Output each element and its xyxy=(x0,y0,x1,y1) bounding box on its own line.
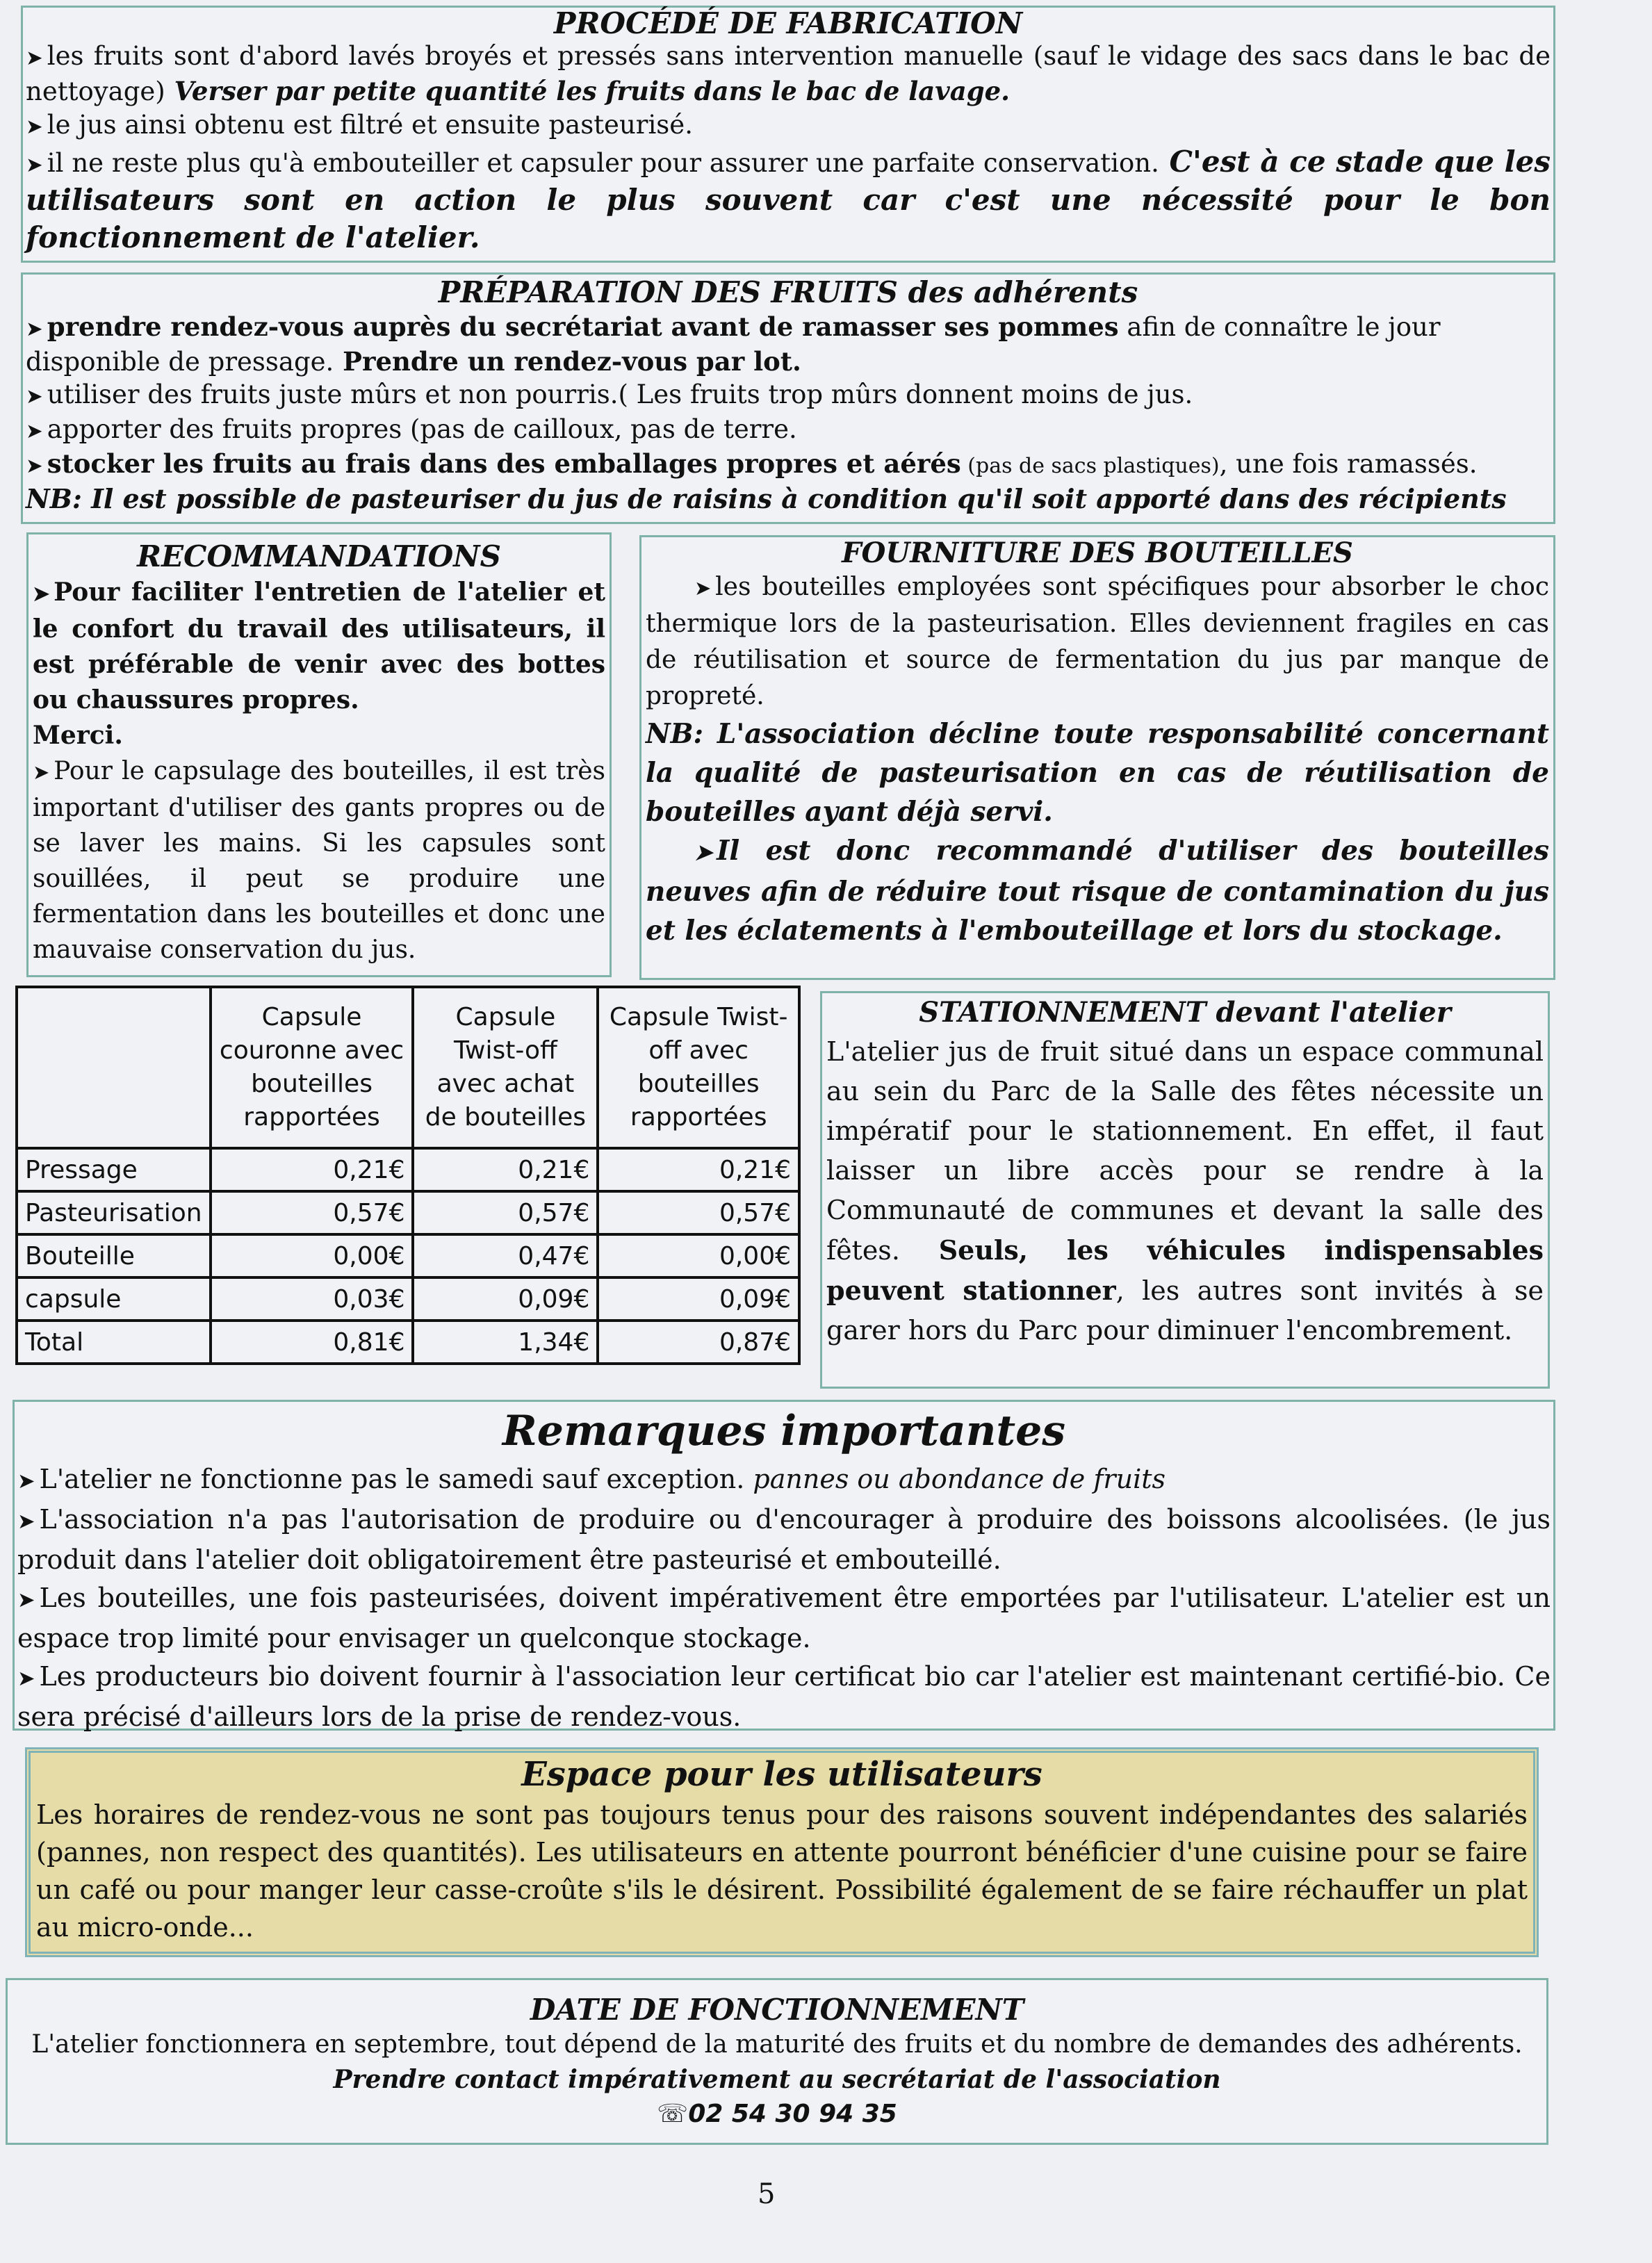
preparation-item-4-text: , une fois ramassés. xyxy=(1219,449,1478,479)
price-cell: 0,87€ xyxy=(598,1321,799,1364)
fourniture-title: FOURNITURE DES BOUTEILLES xyxy=(842,537,1353,569)
fabrication-item-1-text: les fruits sont d'abord lavés broyés et pressés sans intervention manuelle (sauf le vidage des sacs dans le bac de nettoyage) xyxy=(26,41,1551,106)
section-espace-utilisateurs xyxy=(25,1747,1539,1957)
remarques-item-3: ➤ Les bouteilles, une fois pasteurisées, doivent impérativement être emportées par l'utilisateur. L'atelier est un espace trop limité pour envisager un quelconque stockage. xyxy=(17,1579,1551,1658)
recommandations-item-1: ➤ Pour faciliter l'entretien de l'atelier et le confort du travail des utilisateurs, il est préférable de venir avec des bottes ou chaussures propres. xyxy=(33,575,605,718)
espace-title: Espace pour les utilisateurs xyxy=(521,1755,1042,1794)
table-header: Capsule Twist-off avec achat de bouteilles xyxy=(413,987,598,1148)
section-preparation xyxy=(21,272,1555,524)
stationnement-text-end: , les autres sont invités à se garer hors du Parc pour diminuer l'encombrement. xyxy=(826,1275,1544,1346)
price-cell: 0,09€ xyxy=(598,1277,799,1321)
stationnement-title: STATIONNEMENT devant l'atelier xyxy=(919,996,1451,1029)
preparation-title xyxy=(26,275,1551,311)
fabrication-item-1 xyxy=(26,40,1551,108)
recommandations-title: RECOMMANDATIONS xyxy=(137,539,501,573)
price-table xyxy=(15,986,801,1365)
remarques-item-4: ➤ Les producteurs bio doivent fournir à l'association leur certificat bio car l'atelier est maintenant certifié-bio. Ce sera précisé d'ailleurs lors de la prise de rendez-vous. xyxy=(17,1658,1551,1736)
section-recommandations xyxy=(26,532,612,977)
price-cell: 0,21€ xyxy=(211,1148,414,1191)
remarques-item-2: ➤ L'association n'a pas l'autorisation de produire ou d'encourager à produire des boissons alcoolisées. (le jus produit dans l'atelier doit obligatoirement être pasteurisé et embouteillé. xyxy=(17,1501,1551,1579)
row-label: Bouteille xyxy=(17,1234,211,1277)
date-text: L'atelier fonctionnera en septembre, tout dépend de la maturité des fruits et du nombre de demandes des adhérents. xyxy=(31,2030,1523,2059)
price-cell: 0,47€ xyxy=(413,1234,598,1277)
fourniture-nb: NB: L'association décline toute responsabilité concernant la qualité de pasteurisation en cas de réutilisation de bouteilles ayant déjà servi. xyxy=(646,718,1549,828)
table-corner-cell xyxy=(17,987,211,1148)
fourniture-item-1: ➤ les bouteilles employées sont spécifiques pour absorber le choc thermique lors de la pasteurisation. Elles deviennent fragiles en cas de réutilisation et source de fermentation du jus par manque de propreté. xyxy=(646,569,1549,714)
section-stationnement xyxy=(820,991,1550,1389)
fabrication-item-3 xyxy=(26,143,1551,256)
table-row xyxy=(17,1277,799,1321)
price-cell: 1,34€ xyxy=(413,1321,598,1364)
espace-text: Les horaires de rendez-vous ne sont pas toujours tenus pour des raisons souvent indépendantes des salariés (pannes, non respect des quantités). Les utilisateurs en attente pourront bénéficier d'une cuisine pour se faire un café ou pour manger leur casse-croûte s'ils le désirent. Possibilité également de se faire réchauffer un plat au micro-onde... xyxy=(36,1799,1528,1943)
page-number: 5 xyxy=(758,2178,776,2210)
price-cell: 0,21€ xyxy=(598,1148,799,1191)
section-date-fonctionnement xyxy=(6,1978,1548,2145)
price-cell: 0,00€ xyxy=(598,1234,799,1277)
row-label: capsule xyxy=(17,1277,211,1321)
preparation-item-4-bold: stocker les fruits au frais dans des emballages propres et aérés xyxy=(47,448,961,479)
price-cell: 0,57€ xyxy=(413,1191,598,1234)
table-row xyxy=(17,1191,799,1234)
recommandations-item-2: ➤ Pour le capsulage des bouteilles, il est très important d'utiliser des gants propres ou de se laver les mains. Si les capsules sont souillées, il peut se produire une fermentation dans les bouteilles et donc une mauvaise conservation du jus. xyxy=(33,753,605,967)
telephone-icon: ☏ xyxy=(657,2100,689,2128)
fourniture-item-2: ➤ Il est donc recommandé d'utiliser des bouteilles neuves afin de réduire tout risque de contamination du jus et les éclatements à l'embouteillage et lors du stockage. xyxy=(646,831,1549,950)
remarques-item-1 xyxy=(17,1460,1551,1501)
preparation-nb: NB: Il est possible de pasteuriser du jus de raisins à condition qu'il soit apporté dans des récipients xyxy=(26,483,1507,514)
remarques-title: Remarques importantes xyxy=(502,1407,1066,1455)
fabrication-title: PROCÉDÉ DE FABRICATION xyxy=(553,6,1023,40)
preparation-item-1-bold: prendre rendez-vous auprès du secrétariat avant de ramasser ses pommes xyxy=(47,311,1119,342)
table-row xyxy=(17,1148,799,1191)
remarques-item-1-italic: pannes ou abondance de fruits xyxy=(744,1464,1166,1494)
date-title: DATE DE FONCTIONNEMENT xyxy=(530,1993,1024,2027)
fabrication-item-3-text: il ne reste plus qu'à embouteiller et capsuler pour assurer une parfaite conservation. xyxy=(47,148,1159,178)
preparation-item-1-bold2: Prendre un rendez-vous par lot. xyxy=(334,346,801,377)
preparation-item-3: ➤ apporter des fruits propres (pas de cailloux, pas de terre. xyxy=(26,413,1551,448)
row-label: Pasteurisation xyxy=(17,1191,211,1234)
price-cell: 0,57€ xyxy=(598,1191,799,1234)
price-cell: 0,09€ xyxy=(413,1277,598,1321)
section-remarques xyxy=(13,1400,1555,1731)
price-cell: 0,81€ xyxy=(211,1321,414,1364)
row-label: Pressage xyxy=(17,1148,211,1191)
stationnement-text-bold: Seuls, les véhicules indispensables peuvent stationner xyxy=(826,1234,1544,1306)
preparation-item-2: ➤ utiliser des fruits juste mûrs et non pourris.( Les fruits trop mûrs donnent moins de jus. xyxy=(26,378,1551,413)
table-header-row xyxy=(17,987,799,1148)
fabrication-item-3-emphasis: C'est à ce stade que les utilisateurs sont en action le plus souvent car c'est une nécessité pour le bon fonctionnement de l'atelier. xyxy=(26,145,1551,254)
section-fabrication xyxy=(21,6,1555,263)
price-cell: 0,03€ xyxy=(211,1277,414,1321)
preparation-title-sub: des adhérents xyxy=(898,275,1138,309)
table-header: Capsule couronne avec bouteilles rapportées xyxy=(211,987,414,1148)
preparation-item-4-small: (pas de sacs plastiques) xyxy=(960,454,1220,478)
fabrication-item-1-emphasis: Verser par petite quantité les fruits dans le bac de lavage. xyxy=(165,76,1011,106)
preparation-title-main: PRÉPARATION DES FRUITS xyxy=(438,275,899,309)
table-header: Capsule Twist-off avec bouteilles rapportées xyxy=(598,987,799,1148)
recommandations-merci: Merci. xyxy=(33,721,123,750)
table-row xyxy=(17,1234,799,1277)
preparation-item-4 xyxy=(26,448,1551,482)
stationnement-text xyxy=(826,1032,1544,1350)
price-cell: 0,00€ xyxy=(211,1234,414,1277)
preparation-item-1-text: afin de connaître le jour disponible de pressage. xyxy=(26,312,1441,377)
table-row-total xyxy=(17,1321,799,1364)
phone-number: 02 54 30 94 35 xyxy=(688,2100,897,2128)
section-fourniture xyxy=(639,535,1555,980)
row-label: Total xyxy=(17,1321,211,1364)
stationnement-text-main: L'atelier jus de fruit situé dans un espace communal au sein du Parc de la Salle des fêtes nécessite un impératif pour le stationnement. En effet, il faut laisser un libre accès pour se rendre à la Communauté de communes et devant la salle des fêtes. xyxy=(826,1036,1544,1266)
remarques-item-1-text: L'atelier ne fonctionne pas le samedi sauf exception. xyxy=(39,1464,745,1494)
date-contact: Prendre contact impérativement au secrétariat de l'association xyxy=(333,2065,1221,2094)
phone-line xyxy=(10,2097,1544,2132)
price-cell: 0,21€ xyxy=(413,1148,598,1191)
preparation-item-1 xyxy=(26,311,1551,378)
fabrication-item-2: ➤ le jus ainsi obtenu est filtré et ensuite pasteurisé. xyxy=(26,108,1551,143)
price-cell: 0,57€ xyxy=(211,1191,414,1234)
